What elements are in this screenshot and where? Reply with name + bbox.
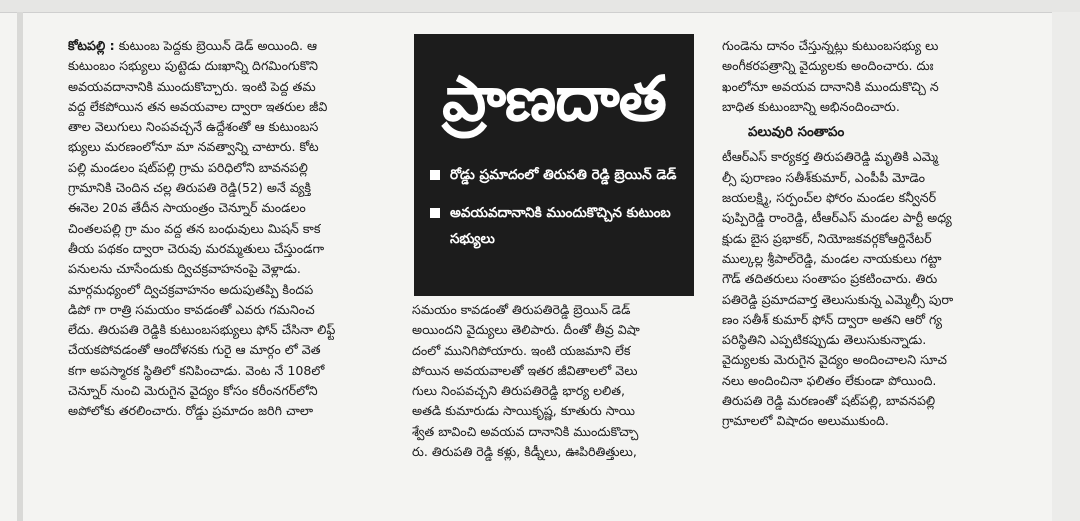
column-1-line: లేదు. తిరుపతి రెడ్డికి కుటుంబసభ్యులు ఫోన్ చేసినా లిఫ్ట్ [68, 322, 336, 338]
column-1-line: వద్ద లేకపోయిన తన అవయవాల ద్వారా ఇతరుల జీవి [68, 98, 328, 114]
column-2-line: శ్వేత బావించి అవయవ దానానికి ముందుకొచ్చా [412, 423, 639, 439]
column-1-line: అవయవదానానికి ముందుకొచ్చారు. ఇంటి పెద్ద తమ [68, 78, 316, 94]
column-3-line: అంగీకరపత్రాన్ని వైద్యులకు అందించారు. దుః [722, 58, 934, 74]
column-2-line: రు. తిరుపతి రెడ్డి కళ్లు, కిడ్నీలు, ఊపిరితిత్తులు, [412, 444, 637, 460]
bullet-square-icon [430, 208, 440, 218]
column-1-line: పనులను చూసేందుకు ద్విచక్రవాహనంపై వెళ్లాడు. [68, 261, 301, 277]
left-column-rule [17, 12, 23, 521]
headline-box [414, 34, 694, 296]
column-3-line: పరిస్థితిని ఎప్పటికప్పుడు తెలుసుకున్నాడు. [722, 332, 927, 348]
column-1-line: తాల వెలుగులు నింపవచ్చనే ఉద్దేశంతో ఆ కుటుంబస [68, 119, 319, 135]
column-3-line: జయలక్ష్మి, సర్పంచ్‌ల ఫోరం మండల కన్వీనర్ [722, 190, 937, 206]
column-2-line: సమయం కావడంతో తిరుపతిరెడ్డి బ్రెయిన్ డెడ్ [412, 302, 631, 317]
column-3-line: బాధిత కుటుంబాన్ని అభినందించారు. [722, 98, 900, 114]
column-1-line: కోటపల్లి : కుటుంబ పెద్దకు బ్రెయిన్ డెడ్ అయింది. ఆ [68, 38, 318, 53]
article-column-2 [412, 300, 696, 462]
column-1-line: పల్లి మండలం షట్‌పల్లి గ్రామ పరిధిలోని బావనపల్లి [68, 159, 308, 175]
headline-bullet [428, 200, 686, 252]
column-3-line: క్షుడు బైస ప్రభాకర్, నియోజకవర్గకోఆర్డినేటర్ [722, 230, 932, 246]
headline-title: ప్రాణదాత [442, 62, 666, 135]
column-1-line: తీయ పథకం ద్వారా చెరువు మరమ్మతులు చేస్తుండగా [68, 240, 325, 256]
dateline: కోటపల్లి : [68, 38, 115, 53]
top-cropped-strip [0, 0, 1080, 13]
column-3-line: వైద్యులకు మెరుగైన వైద్యం అందించాలని సూచ [722, 352, 947, 368]
column-3-line: ణం సతీశ్ కుమార్ ఫోన్ ద్వారా అతని ఆరో గ్య [722, 311, 942, 327]
column-2-line: దంలో మునిగిపోయారు. ఇంటి యజమాని లేక [412, 342, 631, 358]
subheading: పలువురి సంతాపం [748, 125, 845, 141]
column-2-line: అతడి కుమారుడు సాయికృష్ణ, కూతురు సాయి [412, 403, 635, 419]
column-2-line: గులు నింపవచ్చని తిరుపతిరెడ్డి భార్య లలిత, [412, 383, 626, 399]
article-column-3 [722, 36, 1020, 432]
headline-bullet [428, 162, 686, 188]
column-3-line: పుప్పిరెడ్డి రాంరెడ్డి, టీఆర్ఎస్ మండల పార్టీ అధ్య [722, 210, 952, 226]
column-3-line: పతిరెడ్డి ప్రమాదవార్త తెలుసుకున్న ఎమ్మెల్సీ పురా [722, 291, 954, 307]
column-3-line: ఖంలోనూ అవయవ దానానికి ముందుకొచ్చి న [722, 78, 939, 94]
column-1-line: అపోలోకు తరలించారు. రోడ్డు ప్రమాదం జరిగి చాలా [68, 403, 314, 419]
column-1-line: ఈనెల 20వ తేదీన సాయంత్రం చెన్నూర్ మండలం [68, 200, 306, 216]
column-3-line: గౌడ్ తదితరులు సంతాపం ప్రకటించారు. తిరు [722, 271, 938, 287]
column-3-line: గ్రామాలలో విషాదం అలుముకుంది. [722, 413, 889, 429]
bullet-square-icon [430, 170, 440, 180]
column-2-line: పోయిన అవయవాలతో ఇతర జీవితాలలో వెలు [412, 362, 638, 378]
column-2-line: అయిందని వైద్యులు తెలిపారు. దీంతో తీవ్ర విషా [412, 322, 640, 338]
column-1-line: గ్రామానికి చెందిన చల్ల తిరుపతి రెడ్డి(52) అనే వ్యక్తి [68, 180, 311, 196]
column-1-line: చింతలపల్లి గ్రా మం వద్ద తన బంధువులు మిషన్ కాక [68, 220, 321, 236]
column-1-line: చెన్నూర్ నుంచి మెరుగైన వైద్యం కోసం కరీంనగర్‌లోని [68, 383, 318, 399]
column-1-line: డిపో గా రాత్రి సమయం కావడంతో ఎవరు గమనించ [68, 301, 315, 317]
headline-bullet-text: రోడ్డు ప్రమాదంలో తిరుపతి రెడ్డి బ్రెయిన్ డెడ్ [450, 167, 677, 183]
article-column-1 [68, 36, 396, 422]
column-3-line: ల్సీ పురాణం సతీశ్‌కుమార్, ఎంపీపీ మోడెం [722, 169, 926, 185]
headline-bullet-text: అవయవదానానికి ముందుకొచ్చిన కుటుంబ సభ్యులు [450, 205, 671, 247]
column-1-line: చేయకపోవడంతో ఆందోళనకు గురై ఆ మార్గం లో వెత [68, 342, 321, 358]
column-3-line: నలు అందించినా ఫలితం లేకుండా పోయింది. [722, 372, 937, 388]
column-1-line: భ్యులు మరణంలోనూ మా నవత్వాన్ని చాటారు. కోట [68, 139, 319, 155]
column-1-line: కగా అపస్మారక స్థితిలో కనిపించాడు. వెంట నే 108లో [68, 362, 325, 378]
headline-bullets [428, 162, 686, 264]
column-1-line: కుటుంబం సభ్యులు పుట్టెడు దుఃఖాన్ని దిగమింగుకొని [68, 58, 318, 74]
column-1-line: మార్గమధ్యంలో ద్విచక్రవాహనం అదుపుతప్పి కిందప [68, 281, 314, 297]
column-3-line: గుండెను దానం చేస్తున్నట్లు కుటుంబసభ్యు లు [722, 38, 939, 53]
right-margin [1052, 12, 1080, 521]
column-3-line: ముల్కల్ల శ్రీపాల్‌రెడ్డి, మండల నాయకులు గట్టా [722, 250, 942, 266]
column-3-line: టీఆర్ఎస్ కార్యకర్త తిరుపతిరెడ్డి మృతికి ఎమ్మె [722, 149, 939, 165]
column-3-line: తిరుపతి రెడ్డి మరణంతో షట్‌పల్లి, బావనపల్లి [722, 393, 936, 409]
